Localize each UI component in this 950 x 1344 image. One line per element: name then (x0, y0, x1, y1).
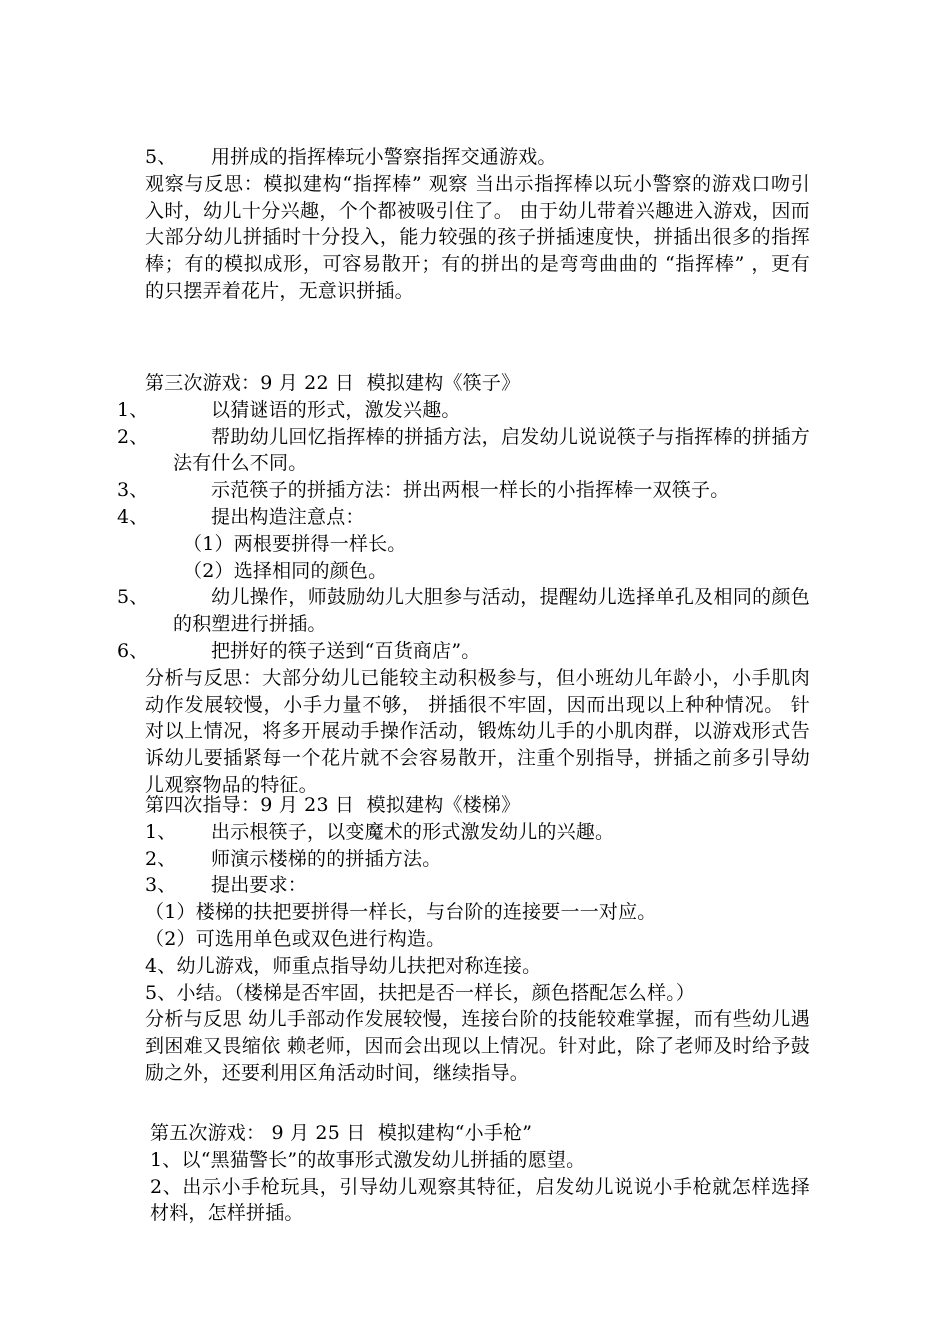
list-item: 6、 把拼好的筷子送到“百货商店”。 (117, 639, 481, 662)
sub-item: （1）楼梯的扶把要拼得一样长，与台阶的连接要一一对应。 (145, 901, 657, 924)
list-item: 4、 提出构造注意点： (117, 505, 365, 528)
list-item: 2、 帮助幼儿回忆指挥棒的拼插方法，启发幼儿说说筷子与指挥棒的拼插方法有什么不同。 (117, 425, 810, 475)
reflection-paragraph: 分析与反思 幼儿手部动作发展较慢，连接台阶的技能较难掌握，而有些幼儿遇到困难又畏缩依 赖老师，因而会出现以上情况。针对此，除了老师及时给予鼓励之外，还要利用区角活动时间，继续指导。 (145, 1008, 810, 1084)
list-item: 4、幼儿游戏，师重点指导幼儿扶把对称连接。 (145, 954, 542, 977)
list-item: 1、 以猜谜语的形式，激发兴趣。 (117, 398, 461, 421)
list-item: 5、 用拼成的指挥棒玩小警察指挥交通游戏。 (145, 144, 810, 171)
section-title: 第五次游戏： 9 月 25 日 模拟建构“小手枪” (150, 1122, 533, 1144)
sub-item: （1）两根要拼得一样长。 (183, 532, 407, 555)
section-2 (145, 144, 810, 305)
list-item: 5、 幼儿操作，师鼓励幼儿大胆参与活动，提醒幼儿选择单孔及相同的颜色的积塑进行拼插。 (117, 586, 810, 636)
list-item: 1、以“黑猫警长”的故事形式激发幼儿拼插的愿望。 (150, 1148, 586, 1171)
section-5 (150, 1120, 810, 1227)
sub-item: （2）可选用单色或双色进行构造。 (145, 927, 446, 950)
list-item: 5、小结。（楼梯是否牢固，扶把是否一样长，颜色搭配怎么样。） (145, 981, 696, 1004)
list-item: 2、出示小手枪玩具，引导幼儿观察其特征，启发幼儿说说小手枪就怎样选择材料，怎样拼插。 (150, 1175, 810, 1225)
section-title: 第四次指导：9 月 23 日 模拟建构《楼梯》 (145, 794, 521, 816)
item-number: 5、 (145, 146, 177, 168)
sub-item: （2）选择相同的颜色。 (183, 559, 388, 582)
list-item: 1、 出示根筷子，以变魔术的形式激发幼儿的兴趣。 (145, 820, 615, 843)
section-3 (117, 370, 810, 799)
section-4 (145, 792, 810, 1087)
section-title: 第三次游戏：9 月 22 日 模拟建构《筷子》 (145, 372, 521, 394)
list-item: 3、 提出要求： (145, 874, 308, 897)
reflection-paragraph: 观察与反思：模拟建构“指挥棒” 观察 当出示指挥棒以玩小警察的游戏口吻引入时，幼儿十分兴趣，个个都被吸引住了。 由于幼儿带着兴趣进入游戏，因而大部分幼儿拼插时十分投入，能力较强的孩子拼插速度快，拼插出很多的指挥棒；有的模拟成形，可容易散开；有的拼出的是弯弯曲曲的 “指挥棒” ，更有的只摆弄着花片，无意识拼插。 (145, 172, 810, 302)
list-item: 3、 示范筷子的拼插方法：拼出两根一样长的小指挥棒一双筷子。 (117, 479, 730, 502)
list-item: 2、 师演示楼梯的的拼插方法。 (145, 847, 442, 870)
reflection-paragraph: 分析与反思：大部分幼儿已能较主动积极参与，但小班幼儿年龄小，小手肌肉动作发展较慢，小手力量不够， 拼插很不牢固，因而出现以上种种情况。 针对以上情况，将多开展动手操作活动，锻炼幼儿手的小肌肉群，以游戏形式告诉幼儿要插紧每一个花片就不会容易散开，注重个别指导，拼插之前多引导幼儿观察物品的特征。 (145, 666, 810, 796)
